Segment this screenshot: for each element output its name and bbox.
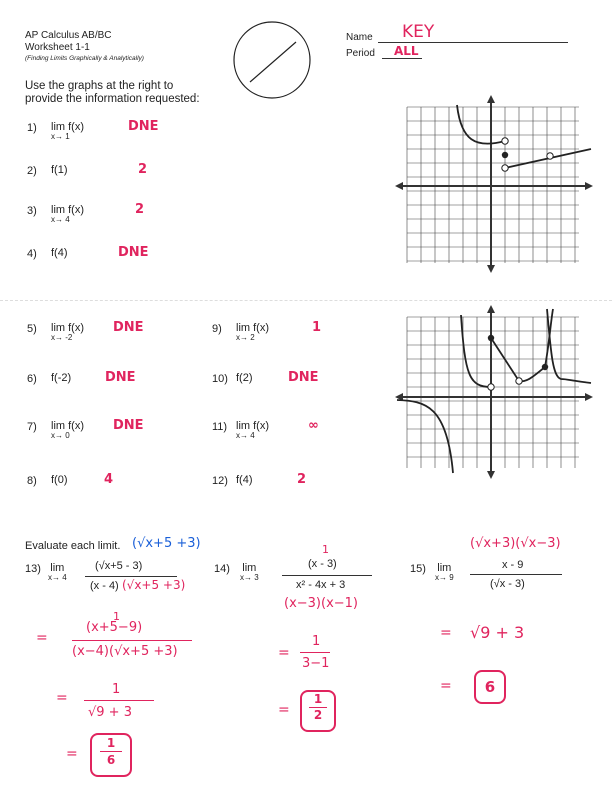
section3-heading: Evaluate each limit. — [25, 540, 121, 552]
graph-2-left-branch — [397, 400, 453, 473]
problem-13-final-den: 6 — [106, 753, 116, 767]
question-12-expr-text: f(4) — [236, 474, 253, 486]
question-2-answer: 2 — [138, 162, 148, 177]
question-5-answer: DNE — [113, 320, 144, 335]
question-6-expression — [51, 373, 71, 383]
problem-13-final-box — [90, 733, 132, 777]
question-5-subscript: x→ -2 — [51, 333, 73, 342]
question-6-answer: DNE — [105, 370, 136, 385]
problem-13-cancel-one: 1 — [113, 610, 120, 623]
equals-sign: = — [440, 625, 452, 641]
problem-14-cancel-one: 1 — [322, 543, 329, 556]
problem-15-hand-multiplier: (√x+3)(√x−3) — [470, 536, 561, 551]
problem-15-final-box — [474, 670, 506, 704]
problem-15-final: 6 — [484, 678, 496, 696]
problem-15-step1: √9 + 3 — [470, 623, 525, 642]
question-2-expression — [51, 165, 68, 175]
graph-2-far-right — [547, 309, 591, 383]
problem-15-sub: x→ 9 — [435, 573, 454, 582]
equals-sign: = — [278, 702, 290, 718]
graph-1-open-point — [502, 138, 508, 144]
instructions — [25, 80, 200, 106]
problem-13-fraction-bar — [85, 576, 177, 577]
name-line — [378, 42, 568, 43]
graph-1-open-point — [547, 153, 553, 159]
question-5-expr-text: lim f(x) — [51, 322, 84, 334]
problem-13-step1-den: (x−4)(√x+5 +3) — [72, 644, 178, 659]
name-label: Name — [346, 32, 373, 43]
problem-15-lim: lim — [437, 562, 452, 574]
question-2-expr-text: f(1) — [51, 164, 68, 176]
question-9-subscript: x→ 2 — [236, 333, 255, 342]
graph-2-y-arrow-top — [487, 305, 495, 313]
graph-2-middle-branch — [461, 315, 491, 387]
graph-1-open-point — [502, 165, 508, 171]
question-10-expression — [236, 373, 253, 383]
decorative-circle — [232, 20, 312, 100]
question-6-number: 6) — [27, 373, 37, 385]
question-8-expr-text: f(0) — [51, 474, 68, 486]
problem-14-step1-den: 3−1 — [302, 656, 330, 671]
question-12-expression — [236, 475, 253, 485]
problem-13-number: 13) — [25, 563, 41, 575]
problem-14-number: 14) — [214, 563, 230, 575]
graph-2-x-arrow-right — [585, 393, 593, 401]
equals-sign: = — [440, 678, 452, 694]
equals-sign: = — [278, 645, 290, 661]
question-9-answer: 1 — [312, 320, 322, 335]
problem-14-final-num: 1 — [313, 692, 323, 706]
question-4-expression — [51, 248, 68, 258]
question-7-expression — [51, 421, 84, 441]
graph-1 — [395, 95, 595, 275]
question-12-answer: 2 — [297, 472, 307, 487]
question-1-answer: DNE — [128, 119, 159, 134]
problem-14-numerator: (x - 3) — [308, 558, 337, 570]
worksheet-subtitle: (Finding Limits Graphically & Analytically) — [25, 55, 144, 62]
graph-1-y-arrow-bottom — [487, 265, 495, 273]
problem-15-fraction-bar — [470, 574, 562, 575]
question-8-answer: 4 — [104, 472, 114, 487]
problem-13-sub: x→ 4 — [48, 573, 67, 582]
question-1-subscript: x→ 1 — [51, 132, 70, 141]
period-value: ALL — [394, 44, 419, 58]
question-4-expr-text: f(4) — [51, 247, 68, 259]
period-label: Period — [346, 48, 375, 59]
problem-14-sub: x→ 3 — [240, 573, 259, 582]
problem-14-final-box — [300, 690, 336, 732]
question-11-number: 11) — [212, 421, 228, 433]
graph-2-open-point — [488, 384, 494, 390]
question-3-number: 3) — [27, 205, 37, 217]
name-value: KEY — [402, 22, 435, 42]
question-7-answer: DNE — [113, 418, 144, 433]
problem-13-step2-den: √9 + 3 — [88, 705, 132, 720]
instructions-line1: Use the graphs at the right to — [25, 80, 174, 92]
problem-13-final-num: 1 — [106, 736, 116, 750]
graph-2-closed-point — [542, 364, 548, 370]
problem-15-numerator: x - 9 — [502, 559, 524, 571]
question-7-number: 7) — [27, 421, 37, 433]
question-3-expr-text: lim f(x) — [51, 204, 84, 216]
question-3-answer: 2 — [135, 202, 145, 217]
question-9-expression — [236, 323, 269, 343]
equals-sign: = — [66, 746, 78, 762]
question-3-expression — [51, 205, 84, 225]
problem-14-limit — [240, 563, 259, 583]
problem-13-hand-denominator: (√x+5 +3) — [122, 578, 186, 592]
question-1-expression — [51, 122, 84, 142]
question-11-subscript: x→ 4 — [236, 431, 255, 440]
graph-1-x-arrow-left — [395, 182, 403, 190]
question-5-number: 5) — [27, 323, 37, 335]
graph-2-closed-point — [488, 335, 494, 341]
graph-1-closed-point — [502, 152, 508, 158]
question-1-expr-text: lim f(x) — [51, 121, 84, 133]
problem-14-step1-num: 1 — [312, 634, 321, 649]
graph-1-y-arrow-top — [487, 95, 495, 103]
question-4-answer: DNE — [118, 245, 149, 260]
question-3-subscript: x→ 4 — [51, 215, 70, 224]
question-6-expr-text: f(-2) — [51, 372, 72, 384]
question-1-number: 1) — [27, 122, 37, 134]
problem-13-step1-bar — [72, 640, 192, 641]
problem-14-denominator: x² - 4x + 3 — [296, 579, 346, 591]
problem-15-number: 15) — [410, 563, 426, 575]
equals-sign: = — [36, 630, 48, 646]
problem-14-hand-denominator: (x−3)(x−1) — [284, 596, 359, 611]
question-9-number: 9) — [212, 323, 222, 335]
problem-15-limit — [435, 563, 454, 583]
problem-13-limit — [48, 563, 67, 583]
question-8-expression — [51, 475, 68, 485]
worksheet-title: Worksheet 1-1 — [25, 42, 90, 53]
problem-13-hand-multiplier: (√x+5 +3) — [132, 536, 201, 551]
instructions-line2: provide the information requested: — [25, 93, 200, 105]
problem-14-lim: lim — [242, 562, 257, 574]
question-10-expr-text: f(2) — [236, 372, 253, 384]
problem-13-step2-num: 1 — [112, 682, 121, 697]
question-10-number: 10) — [212, 373, 228, 385]
question-5-expression — [51, 323, 84, 343]
graph-2-open-point — [516, 378, 522, 384]
question-11-expression — [236, 421, 269, 441]
question-7-expr-text: lim f(x) — [51, 420, 84, 432]
problem-13-step1-num: (x+5−9) — [86, 620, 143, 635]
problem-14-fraction-bar — [282, 575, 372, 576]
period-line — [382, 58, 422, 59]
question-8-number: 8) — [27, 475, 37, 487]
graph-2 — [395, 305, 595, 480]
question-2-number: 2) — [27, 165, 37, 177]
problem-14-step1-bar — [300, 652, 330, 653]
problem-14-final-den: 2 — [313, 708, 323, 722]
question-12-number: 12) — [212, 475, 228, 487]
equals-sign: = — [56, 690, 68, 706]
question-10-answer: DNE — [288, 370, 319, 385]
graph-1-curve — [457, 105, 505, 144]
question-7-subscript: x→ 0 — [51, 431, 70, 440]
graph-1-x-arrow-right — [585, 182, 593, 190]
problem-15-denominator: (√x - 3) — [490, 578, 525, 590]
problem-13-step2-bar — [84, 700, 154, 701]
question-11-answer: ∞ — [308, 418, 319, 433]
problem-13-denominator: (x - 4) — [90, 580, 119, 592]
question-11-expr-text: lim f(x) — [236, 420, 269, 432]
course-title: AP Calculus AB/BC — [25, 30, 112, 41]
divider — [0, 300, 612, 301]
graph-2-y-arrow-bottom — [487, 471, 495, 479]
problem-13-numerator: (√x+5 - 3) — [95, 560, 143, 572]
question-4-number: 4) — [27, 248, 37, 260]
problem-13-lim: lim — [50, 562, 65, 574]
question-9-expr-text: lim f(x) — [236, 322, 269, 334]
